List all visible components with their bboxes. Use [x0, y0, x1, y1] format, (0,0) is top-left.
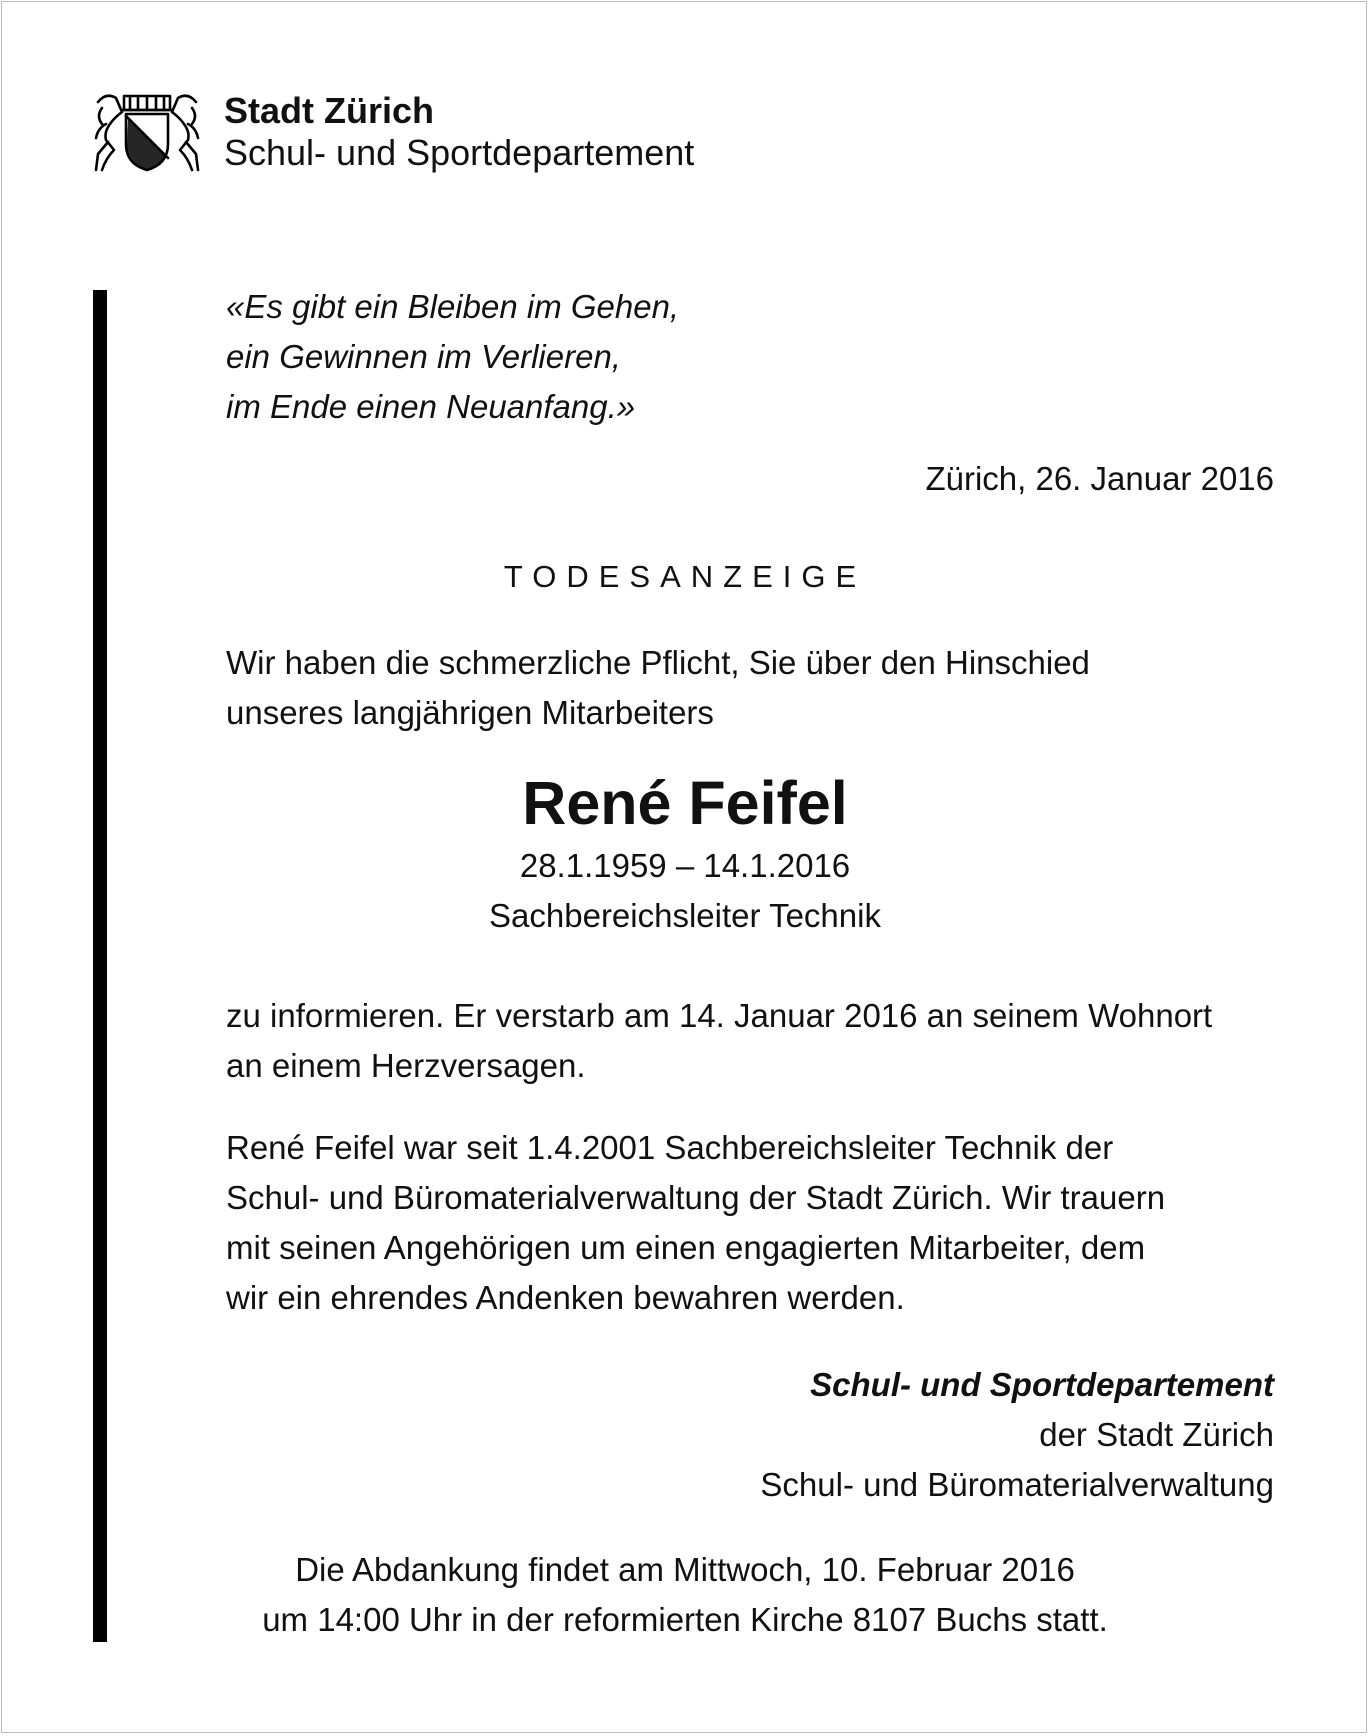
signature-city: der Stadt Zürich [1039, 1416, 1274, 1453]
place-date: Zürich, 26. Januar 2016 [925, 460, 1274, 497]
life-dates: 28.1.1959 – 14.1.2016 [519, 847, 851, 884]
org-name: Stadt Zürich [224, 90, 435, 131]
quote-line: ein Gewinnen im Verlieren, [226, 338, 621, 375]
department-name: Schul- und Sportdepartement [224, 132, 695, 173]
paragraph-line: mit seinen Angehörigen um einen engagierten Mitarbeiter, dem [226, 1229, 1146, 1266]
mourning-bar [93, 290, 107, 1642]
quote [226, 282, 679, 432]
zurich-coat-of-arms-icon [92, 88, 202, 174]
paragraph-line: René Feifel war seit 1.4.2001 Sachbereichsleiter Technik der [226, 1129, 1114, 1166]
signature-department: Schul- und Sportdepartement [810, 1366, 1274, 1403]
funeral-service-info [0, 1545, 1370, 1645]
tribute-paragraph [226, 1123, 1165, 1323]
service-line: Die Abdankung findet am Mittwoch, 10. Februar 2016 [295, 1551, 1075, 1588]
paragraph-line: Schul- und Büromaterialverwaltung der Stadt Zürich. Wir trauern [226, 1179, 1166, 1216]
notice-heading: TODESANZEIGE [503, 559, 867, 594]
quote-line: im Ende einen Neuanfang.» [226, 388, 636, 425]
intro-line: unseres langjährigen Mitarbeiters [226, 694, 714, 731]
paragraph-line: an einem Herzversagen. [226, 1047, 586, 1084]
quote-line: «Es gibt ein Bleiben im Gehen, [226, 288, 680, 325]
paragraph-line: wir ein ehrendes Andenken bewahren werden. [226, 1279, 905, 1316]
intro-paragraph [226, 638, 1090, 738]
death-paragraph [226, 991, 1212, 1091]
service-line: um 14:00 Uhr in der reformierten Kirche 8107 Buchs statt. [262, 1601, 1108, 1638]
intro-line: Wir haben die schmerzliche Pflicht, Sie über den Hinschied [226, 644, 1090, 681]
paragraph-line: zu informieren. Er verstarb am 14. Januar 2016 an seinem Wohnort [226, 997, 1213, 1034]
job-title: Sachbereichsleiter Technik [489, 897, 881, 934]
signature-unit: Schul- und Büromaterialverwaltung [760, 1466, 1274, 1503]
signature-block [760, 1360, 1274, 1510]
deceased-name: René Feifel [522, 769, 848, 837]
